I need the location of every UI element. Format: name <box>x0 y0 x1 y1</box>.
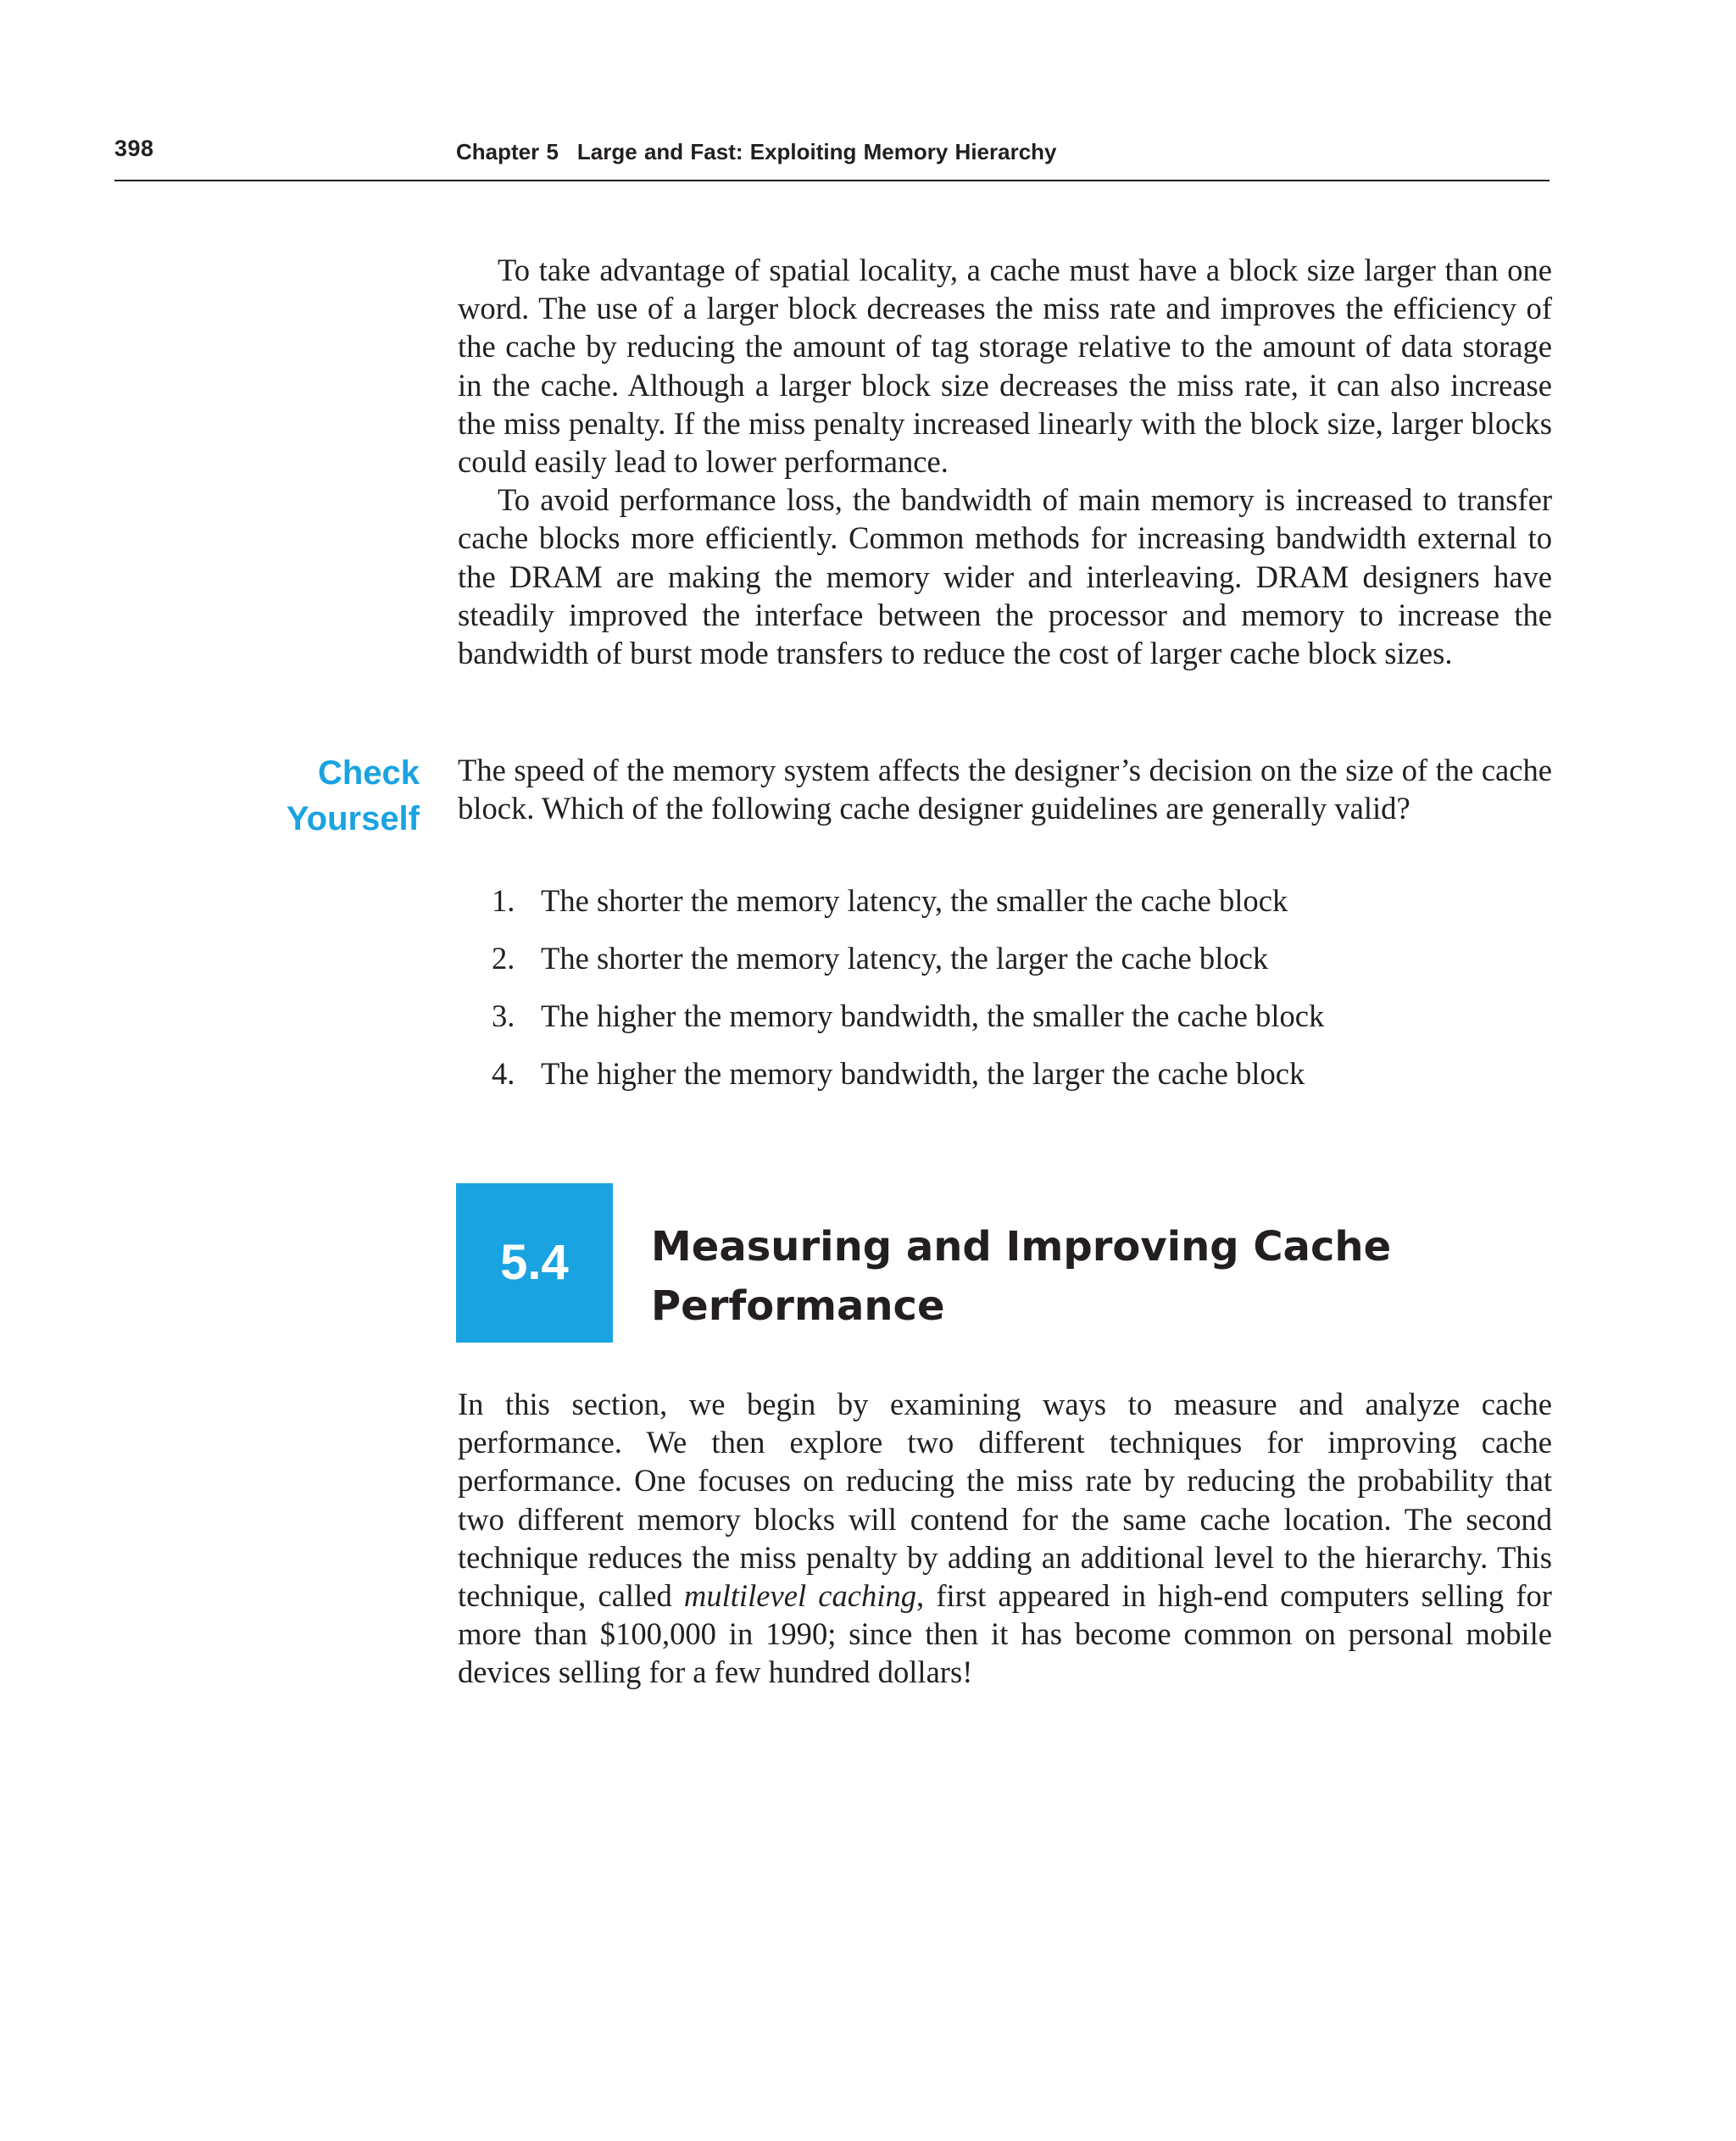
page-number: 398 <box>114 136 154 161</box>
section-title-line1: Measuring and Improving Cache <box>651 1223 1392 1271</box>
intro-paragraph-1: To take advantage of spatial locality, a cache must have a block size larger than one word. The use of a larger block decreases the miss rate and improves the efficiency of the cache by reducing the amount of tag storage relative to the amount of data storage in the cache. Although a larger block size decreases the miss rate, it can also increase the miss penalty. If the miss penalty increased linearly with the block size, larger blocks could easily lead to lower performance. <box>458 253 1552 480</box>
check-yourself-list <box>492 881 1551 1112</box>
section-number: 5.4 <box>500 1235 569 1290</box>
list-item <box>492 881 1551 939</box>
check-yourself-line2: Yourself <box>286 800 420 837</box>
list-item-text: The shorter the memory latency, the smaller the cache block <box>541 883 1288 918</box>
list-item <box>492 939 1551 997</box>
list-item-number: 1. <box>492 883 515 918</box>
list-item-number: 3. <box>492 998 515 1033</box>
list-item <box>492 1054 1551 1112</box>
list-item-text: The shorter the memory latency, the larger the cache block <box>541 941 1269 976</box>
list-item-number: 4. <box>492 1056 515 1091</box>
chapter-label: Chapter 5 <box>456 139 559 164</box>
section-title <box>651 1217 1541 1336</box>
running-head <box>114 134 1550 181</box>
section-body <box>458 1385 1552 1692</box>
chapter-heading <box>456 139 1057 165</box>
section-title-line2: Performance <box>651 1282 945 1330</box>
section-paragraph-part2: , first appeared in high-end computers selling for more than $100,000 in 1990; since then it has become common on personal mobile devices selling for a few hundred dollars! <box>458 1578 1552 1690</box>
section-paragraph-part1: In this section, we begin by examining ways to measure and analyze cache performance. We then explore two different techniques for improving cache performance. One focuses on reducing the miss rate by reducing the probability that two different memory blocks will contend for the same cache location. The second technique reduces the miss penalty by adding an additional level to the hierarchy. This technique, called <box>458 1387 1552 1614</box>
chapter-title: Large and Fast: Exploiting Memory Hierarchy <box>576 139 1057 164</box>
list-item-number: 2. <box>492 941 515 976</box>
list-item-text: The higher the memory bandwidth, the smaller the cache block <box>541 998 1325 1033</box>
section-paragraph-term: multilevel caching <box>683 1578 917 1614</box>
check-yourself-label <box>237 750 420 842</box>
section-number-box <box>456 1183 613 1343</box>
check-yourself-text <box>458 751 1552 827</box>
intro-paragraph-2: To avoid performance loss, the bandwidth of main memory is increased to transfer cache blocks more efficiently. Common methods for increasing bandwidth external to the DRAM are making the memory wider and interleaving. DRAM designers have steadily improved the interface between the processor and memory to increase the bandwidth of burst mode transfers to reduce the cost of larger cache block sizes. <box>458 482 1552 671</box>
check-yourself-question: The speed of the memory system affects the designer’s decision on the size of the cache block. Which of the following cache designer guidelines are generally valid? <box>458 753 1552 826</box>
intro-text <box>458 251 1552 672</box>
list-item <box>492 997 1551 1054</box>
section-paragraph <box>458 1385 1552 1692</box>
check-yourself-line1: Check <box>317 754 420 792</box>
list-item-text: The higher the memory bandwidth, the larger the cache block <box>541 1056 1305 1091</box>
